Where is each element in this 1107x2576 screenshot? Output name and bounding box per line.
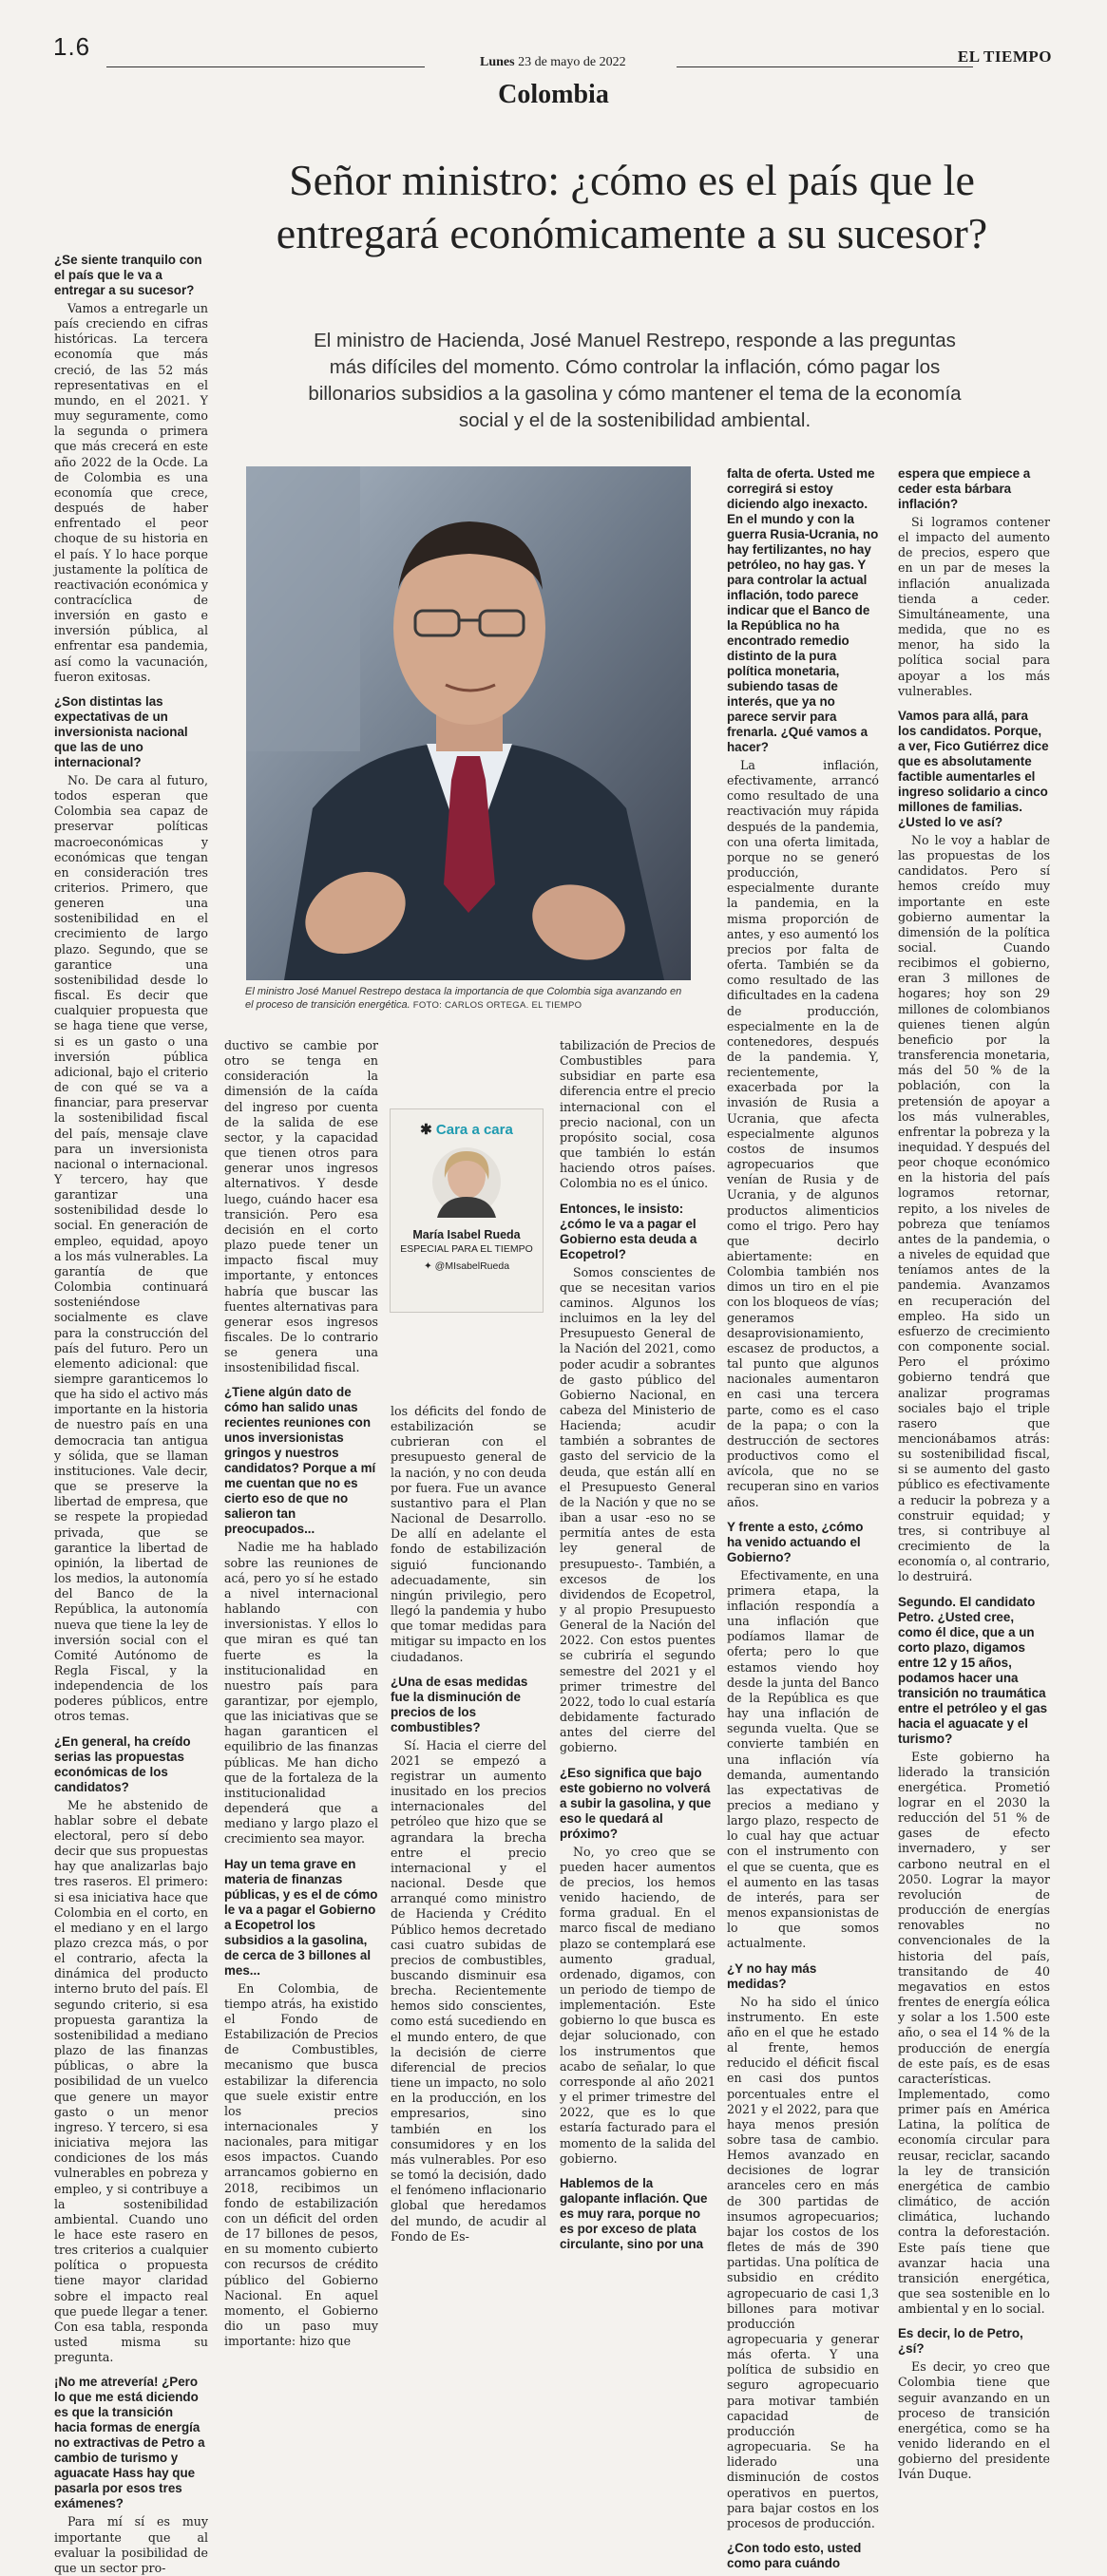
interview-question: ¿Eso significa que bajo este gobierno no volverá a subir la gasolina, y que eso le quedará al próximo? <box>560 1765 712 1841</box>
interview-question: ¿Y no hay más medidas? <box>727 1960 817 1991</box>
newspaper-brand: EL TIEMPO <box>957 47 1052 66</box>
interview-question: ¿Se siente tranquilo con el país que le va a entregar a su sucesor? <box>54 253 202 297</box>
page-number: 1.6 <box>53 32 91 61</box>
interview-question: ¿Con todo esto, usted como para cuándo <box>727 2541 862 2571</box>
interview-question: falta de oferta. Usted me corregirá si estoy diciendo algo inexacto. En el mundo y con la guerra Rusia-Ucrania, no hay fertilizantes, no hay petróleo, no hay gas. Y para controlar la actual inflación, todo parece indicar que el Banco de la República no ha encontrado remedio distinto de la pura política monetaria, subiendo tasas de interés, que ya no parece servir para frenarla. ¿Qué vamos a hacer? <box>727 466 879 754</box>
interview-question: espera que empiece a ceder esta bárbara inflación? <box>898 466 1031 511</box>
interview-question: ¿Una de esas medidas fue la disminución de precios de los combustibles? <box>391 1674 528 1734</box>
interview-question: Vamos para allá, para los candidatos. Porque, a ver, Fico Gutiérrez dice que es absolutamente factible aumentarles el ingreso solidario a cinco millones de familias. ¿Usted lo ve así? <box>898 708 1049 829</box>
interview-answer: Vamos a entregarle un país creciendo en cifras históricas. La tercera economía que más creció, de las 52 más representativas en el mundo, en el 2021. Y muy seguramente, como la segunda o primera que más crecerá en este año 2022 de la Ocde. La de Colombia es una economía que crece, después de haber enfrentado el peor choque de su historia en el país. Y lo hace porque justamente la política de reactivación económica y contracíclica de inversión en gasto e inversión pública, al enfrentar esa pandemia, así como la vacunación, fueron exitosas. <box>54 301 208 684</box>
minister-portrait-illustration <box>246 466 691 980</box>
twitter-bird-icon: ✦ <box>423 1260 435 1272</box>
headline: Señor ministro: ¿cómo es el país que le entregará económicamente a su sucesor? <box>276 156 988 257</box>
interview-answer: No le voy a hablar de las propuestas de los candidatos. Pero sí hemos creído muy importante en este gobierno aumentar la dimensión de la política social. Cuando recibimos el gobierno, eran 3 millones de hogares; hoy son 29 millones de colombianos quienes tienen algún beneficio por la transferencia monetaria, más del 50 % de la población, con la pretensión de apoyar a los más vulnerables, enfrentar la pobreza y la inequidad. Y después del peor choque económico en la historia del país logramos retornar, repito, a los niveles de pobreza que teníamos antes de la pandemia, o a niveles de equidad que teníamos antes de la pandemia. Avanzamos en recuperación del empleo. Ha sido un esfuerzo de crecimiento con componente social. Pero el próximo gobierno tendrá que analizar programas sociales bajo el triple rasero que mencionábamos atrás: su sostenibilidad fiscal, si se aumento del gasto público es efectivamente a reducir la pobreza y a construir equidad; y tres, si contribuye al crecimiento de la economía o, al contrario, lo destruirá. <box>898 832 1050 1584</box>
interview-answer: No, yo creo que se pueden hacer aumentos de precios, los hemos venido haciendo, de forma gradual. En el marco fiscal de mediano plazo se contemplará ese aumento gradual, ordenado, digamos, con un periodo de tiempo de implementación. Este gobierno lo que busca es dejar solucionado, con los instrumentos que acabo de señalar, lo que corresponde al año 2021 y el primer trimestre del 2022, que es lo que estaría facturado para el momento de la salida del gobierno. <box>560 1844 716 2166</box>
top-rule-left <box>106 66 425 67</box>
top-rule-right <box>677 66 973 67</box>
photo-credit: FOTO: CARLOS ORTEGA. EL TIEMPO <box>412 1000 582 1011</box>
card-kicker-text: Cara a cara <box>435 1122 513 1138</box>
author-portrait <box>424 1144 509 1218</box>
body-column-2 <box>224 1038 378 2349</box>
body-column-5 <box>727 466 879 2571</box>
body-column-4 <box>560 1038 716 2251</box>
minister-photo <box>246 466 691 980</box>
body-column-6 <box>898 466 1050 2482</box>
author-role: ESPECIAL PARA EL TIEMPO <box>400 1243 533 1255</box>
interview-answer: Si logramos contener el impacto del aumento de precios, espero que en un par de meses la inflación anualizada tienda a ceder. Simultáneamente, una medida, que no es menor, ha sido la política social para apoyar a los más vulnerables. <box>898 515 1050 698</box>
issue-date <box>480 55 626 70</box>
date-rest: 23 de mayo de 2022 <box>514 55 626 69</box>
interview-question: Y frente a esto, ¿cómo ha venido actuando el Gobierno? <box>727 1519 864 1564</box>
interview-answer: tabilización de Precios de Combustibles para subsidiar en parte esa diferencia entre el precio internacional con el precio nacional, con un propósito social, cosa que también lo están haciendo otros países. Colombia no es el único. <box>560 1038 716 1191</box>
interview-answer: No. De cara al futuro, todos esperan que Colombia sea capaz de preservar políticas macroeconómicas y económicas que tengan en consideración tres criterios. Primero, que generen una sostenibilidad en el crecimiento de largo plazo. Segundo, que se garantice una sostenibilidad desde lo fiscal. Es decir que cualquier propuesta que se haga tiene que verse, si es un gasto o una inversión pública adicional, bajo el criterio de con qué se va a financiar, para preservar la sostenibilidad fiscal del país, mensaje clave para un inversionista nacional o internacional. Y tercero, hay que garantizar una sostenibilidad desde lo social. En generación de empleo, equidad, apoyo a los más vulnerables. La garantía de que Colombia continuará sosteniéndose socialmente es clave para la construcción del país del futuro. Pero un elemento adicional: que siempre garanticemos lo que ha sido el activo más importante en la historia de nuestro país en una democracia tan antigua y sólida, que se llaman instituciones. Vale decir, que se preserve la libertad de empresa, que se respete la propiedad privada, que se garantice la libertad de opinión, la libertad de los medios, la autonomía del Banco de la República, la autonomía nueva que tiene la ley de inversión social con el Comité Autónomo de Regla Fiscal, y la independencia de los poderes públicos, entre otros temas. <box>54 772 208 1724</box>
interview-question: ¿Tiene algún dato de cómo han salido unas recientes reuniones con unos inversionistas gringos y nuestros candidatos? Porque a mí me cuentan que no es cierto eso de que no salieron tan preocupados... <box>224 1385 376 1537</box>
author-handle-text: @MIsabelRueda <box>434 1260 510 1272</box>
interview-answer: Me he abstenido de hablar sobre el debate electoral, pero sí debo decir que sus propuestas hay que analizarlas bajo tres raseros. El primero: si esa iniciativa hace que Colombia en el corto, en el mediano y en el largo plazo crezca más, o por el contrario, afecta la dinámica del producto interno bruto del país. El segundo criterio, si esa propuesta garantiza la sostenibilidad a mediano plazo de las finanzas públicas, o abre la posibilidad de un vuelco que genere un mayor gasto o un menor ingreso. Y tercero, si esa iniciativa mejora las condiciones de los más vulnerables en pobreza y empleo, y si contribuye a la sostenibilidad ambiental. Cuando uno le hace este rasero en tres criterios a cualquier política o propuesta tiene mayor claridad sobre el impacto real que puede llegar a tener. Con esa tabla, responda usted misma su pregunta. <box>54 1797 208 2365</box>
interview-answer: Efectivamente, en una primera etapa, la inflación respondía a una inflación que podíamos llamar de oferta; pero lo que estamos viendo hoy desde la junta del Banco de la República es que hay una inflación de segunda vuelta. Que se convierte también en una inflación vía demanda, aumentando las expectativas de precios a mediano y largo plazo, respecto de lo cual hay que actuar con el instrumento con el que se cuenta, que es el aumento en las tasas de interés, para ser menos expansionistas de lo que somos actualmente. <box>727 1567 879 1951</box>
interview-question: ¿Son distintas las expectativas de un inversionista nacional que las de uno internacional? <box>54 693 188 769</box>
section-title: Colombia <box>498 80 609 109</box>
interview-question: Segundo. El candidato Petro. ¿Usted cree, como él dice, que a un corto plazo, digamos entre 12 y 15 años, podamos hacer una transición no traumática entre el petróleo y el gas hacia el aguacate y el turismo? <box>898 1594 1048 1746</box>
author-card <box>390 1108 544 1313</box>
interview-question: ¡No me atrevería! ¿Pero lo que me está diciendo es que la transición hacia formas de energía no extractivas de Petro a cambio de turismo y aguacate Hass hay que pasarla por esos tres exámenes? <box>54 2375 205 2511</box>
interview-question: Hablemos de la galopante inflación. Que es muy rara, porque no es por exceso de plata circulante, sino por una <box>560 2175 708 2251</box>
interview-answer: La inflación, efectivamente, arrancó como resultado de una reactivación muy rápida después de la pandemia, con una oferta limitada, porque no se generó producción, especialmente durante la pandemia, en la misma proporción de antes, y eso aumentó los precios por falta de oferta. También se da como resultado de las dificultades en la cadena de producción, especialmente en la de contenedores, después de la pandemia. Y, recientemente, exacerbada por la invasión de Rusia a Ucrania, que afecta especialmente algunos costos de insumos agropecuarios que venían de Rusia y de Ucrania, y de algunos productos alimenticios como el trigo. Pero hay que decirlo abiertamente: en Colombia también nos dimos un tiro en el pie con los bloqueos de vías; generamos desaprovisionamiento, escasez de productos, a tal punto que algunos nacionales aumentaron en casi una tercera parte, como es el caso de la papa; o con la destrucción de sectores productivos como el avícola, que no se recuperan sino en varios años. <box>727 758 879 1509</box>
interview-answer: No ha sido el único instrumento. En este año en el que he estado al frente, hemos reducido el déficit fiscal en casi dos puntos porcentuales entre el 2021 y el 2022, para que haya menos presión sobre tasa de cambio. Hemos avanzado en decisiones de lograr aranceles cero en más de 300 partidas de insumos agropecuarios; bajar los costos de los fletes de más de 390 partidas. Una política de subsidio en crédito agropecuario de casi 1,3 billones para motivar producción agropecuaria y generar más oferta. Y una política de subsidio en seguro agropecuario para motivar también capacidad de producción agropecuaria. Se ha liderado una disminución de costos operativos en puertos, para bajar costos en los procesos de producción. <box>727 1994 879 2530</box>
author-name: María Isabel Rueda <box>412 1228 521 1241</box>
interview-answer: Somos conscientes de que se necesitan varios caminos. Algunos los incluimos en la ley del Presupuesto General de la Nación del 2021, como poder acudir a sobrantes de gasto público del Gobierno Nacional, en cabeza del Ministerio de Hacienda; acudir también a sobrantes de gasto del servicio de la deuda, que están allí en el Presupuesto General de la Nación y que no se iban a usar -eso no se permitía antes de esta ley general de presupuesto-. También, a excesos de los dividendos de Ecopetrol, y al propio Presupuesto General de la Nación del 2022. Con estos puentes se cubriría el segundo semestre del 2021 y el primer trimestre del 2022, todo lo cual estaría debidamente facturado antes del cierre del gobierno. <box>560 1264 716 1755</box>
card-kicker <box>391 1121 543 1138</box>
interview-answer: Este gobierno ha liderado la transición energética. Prometió lograr en el 2030 la reducción del 51 % de gases de efecto invernadero, y ser carbono neutral en el 2050. Lograr la mayor revolución de producción de energías renovables no convencionales de la historia del país, transitando de 40 megavatios en estos frentes de energía eólica y solar a los 1.500 este año, o sea el 14 % de la producción de energía de este país, es de esas características. Implementado, como primer país en América Latina, la política de economía circular para reusar, reciclar, sacando la ley de transición energética de cambio climático, de acción climática, luchando contra la deforestación. Este país tiene que avanzar hacia una transición energética, que sea sostenible en lo ambiental y en lo social. <box>898 1749 1050 2317</box>
interview-answer: Sí. Hacia el cierre del 2021 se empezó a registrar un aumento inusitado en los precios internacionales del petróleo que hizo que se agrandara la brecha entre el precio internacional y el nacional. Desde que arranqué como ministro de Hacienda y Crédito Público hemos decretado casi cuatro subidas de precios de combustibles, buscando disminuir esa brecha. Recientemente hemos sido conscientes, como está sucediendo en el mundo entero, de que la decisión de cierre diferencial de precios tiene un impacto, no solo en la producción, en los empresarios, sino también en los consumidores y en los más vulnerables. Por eso se tomó la decisión, dado el fenómeno inflacionario global que heredamos del mundo, de acudir al Fondo de Es- <box>391 1737 546 2244</box>
author-handle <box>391 1260 543 1272</box>
interview-answer: Es decir, yo creo que Colombia tiene que seguir avanzando en un proceso de transición energética, como se ha venido liderando en el gobierno del presidente Iván Duque. <box>898 2359 1050 2482</box>
caption-text: El ministro José Manuel Restrepo destaca la importancia de que Colombia siga avanzando en el proceso de transición energética. <box>245 986 682 1011</box>
body-column-1 <box>54 243 208 2575</box>
interview-question: Es decir, lo de Petro, ¿sí? <box>898 2326 1023 2357</box>
body-column-3 <box>391 1404 546 2244</box>
deck: El ministro de Hacienda, José Manuel Restrepo, responde a las preguntas más difíciles del momento. Cómo controlar la inflación, cómo pagar los billonarios subsidios a la gasolina y cómo mantener el tema de la economía social y el de la sostenibilidad ambiental. <box>308 330 962 431</box>
interview-question: ¿En general, ha creído serias las propuestas económicas de los candidatos? <box>54 1733 191 1794</box>
interview-answer: En Colombia, de tiempo atrás, ha existido el Fondo de Estabilización de Precios de Combustibles, mecanismo que busca estabilizar la diferencia que suele existir entre los precios internacionales y nacionales, para mitigar esos impactos. Cuando arrancamos gobierno en 2018, recibimos un fondo de estabilización con un déficit del orden de 17 billones de pesos, en su momento cubierto con recursos de crédito público del Gobierno Nacional. En aquel momento, el Gobierno dio un paso muy importante: hizo que <box>224 1980 378 2349</box>
interview-question: Entonces, le insisto: ¿cómo le va a pagar el Gobierno esta deuda a Ecopetrol? <box>560 1201 697 1261</box>
interview-answer: los déficits del fondo de estabilización se cubrieran con el presupuesto general de la nación, y no con deuda por fuera. Fue un avance sustantivo para el Plan Nacional de Desarrollo. De allí en adelante el fondo de estabilización siguió funcionando adecuadamente, sin ningún privilegio, pero llegó la pandemia y hubo que tomar medidas para mitigar su impacto en los ciudadanos. <box>391 1404 546 1664</box>
interview-answer: Para mí sí es muy importante que al evaluar la posibilidad de que un sector pro- <box>54 2514 208 2575</box>
interview-answer: ductivo se cambie por otro se tenga en consideración la dimensión de la caída del ingreso por cuenta de la salida de ese sector, y la capacidad que tienen otros para generar unos ingresos alternativos. Y desde luego, cuándo hacer esa transición. Pero esa decisión en el corto plazo puede tener un impacto fiscal muy importante, y entonces habría que buscar las fuentes alternativas para generar esos ingresos fiscales. De lo contrario se genera una insostenibilidad fiscal. <box>224 1038 378 1375</box>
date-day: Lunes <box>480 55 515 69</box>
photo-caption <box>245 985 692 1013</box>
interview-question: Hay un tema grave en materia de finanzas públicas, y es el de cómo le va a pagar el Gobierno a Ecopetrol los subsidios a la gasolina, de cerca de 3 billones al mes... <box>224 1856 378 1978</box>
interview-answer: Nadie me ha hablado sobre las reuniones de acá, pero yo sí he estado a nivel internacional hablando con inversionistas. Y ellos lo que miran es qué tan fuerte es la institucionalidad en nuestro país para garantizar, por ejemplo, que las iniciativas que se hagan garanticen el equilibrio de las finanzas públicas. Me han dicho que de la fortaleza de la institucionalidad dependerá que a mediano y largo plazo el crecimiento sea mayor. <box>224 1540 378 1847</box>
asterisk-icon: ✱ <box>420 1122 436 1138</box>
